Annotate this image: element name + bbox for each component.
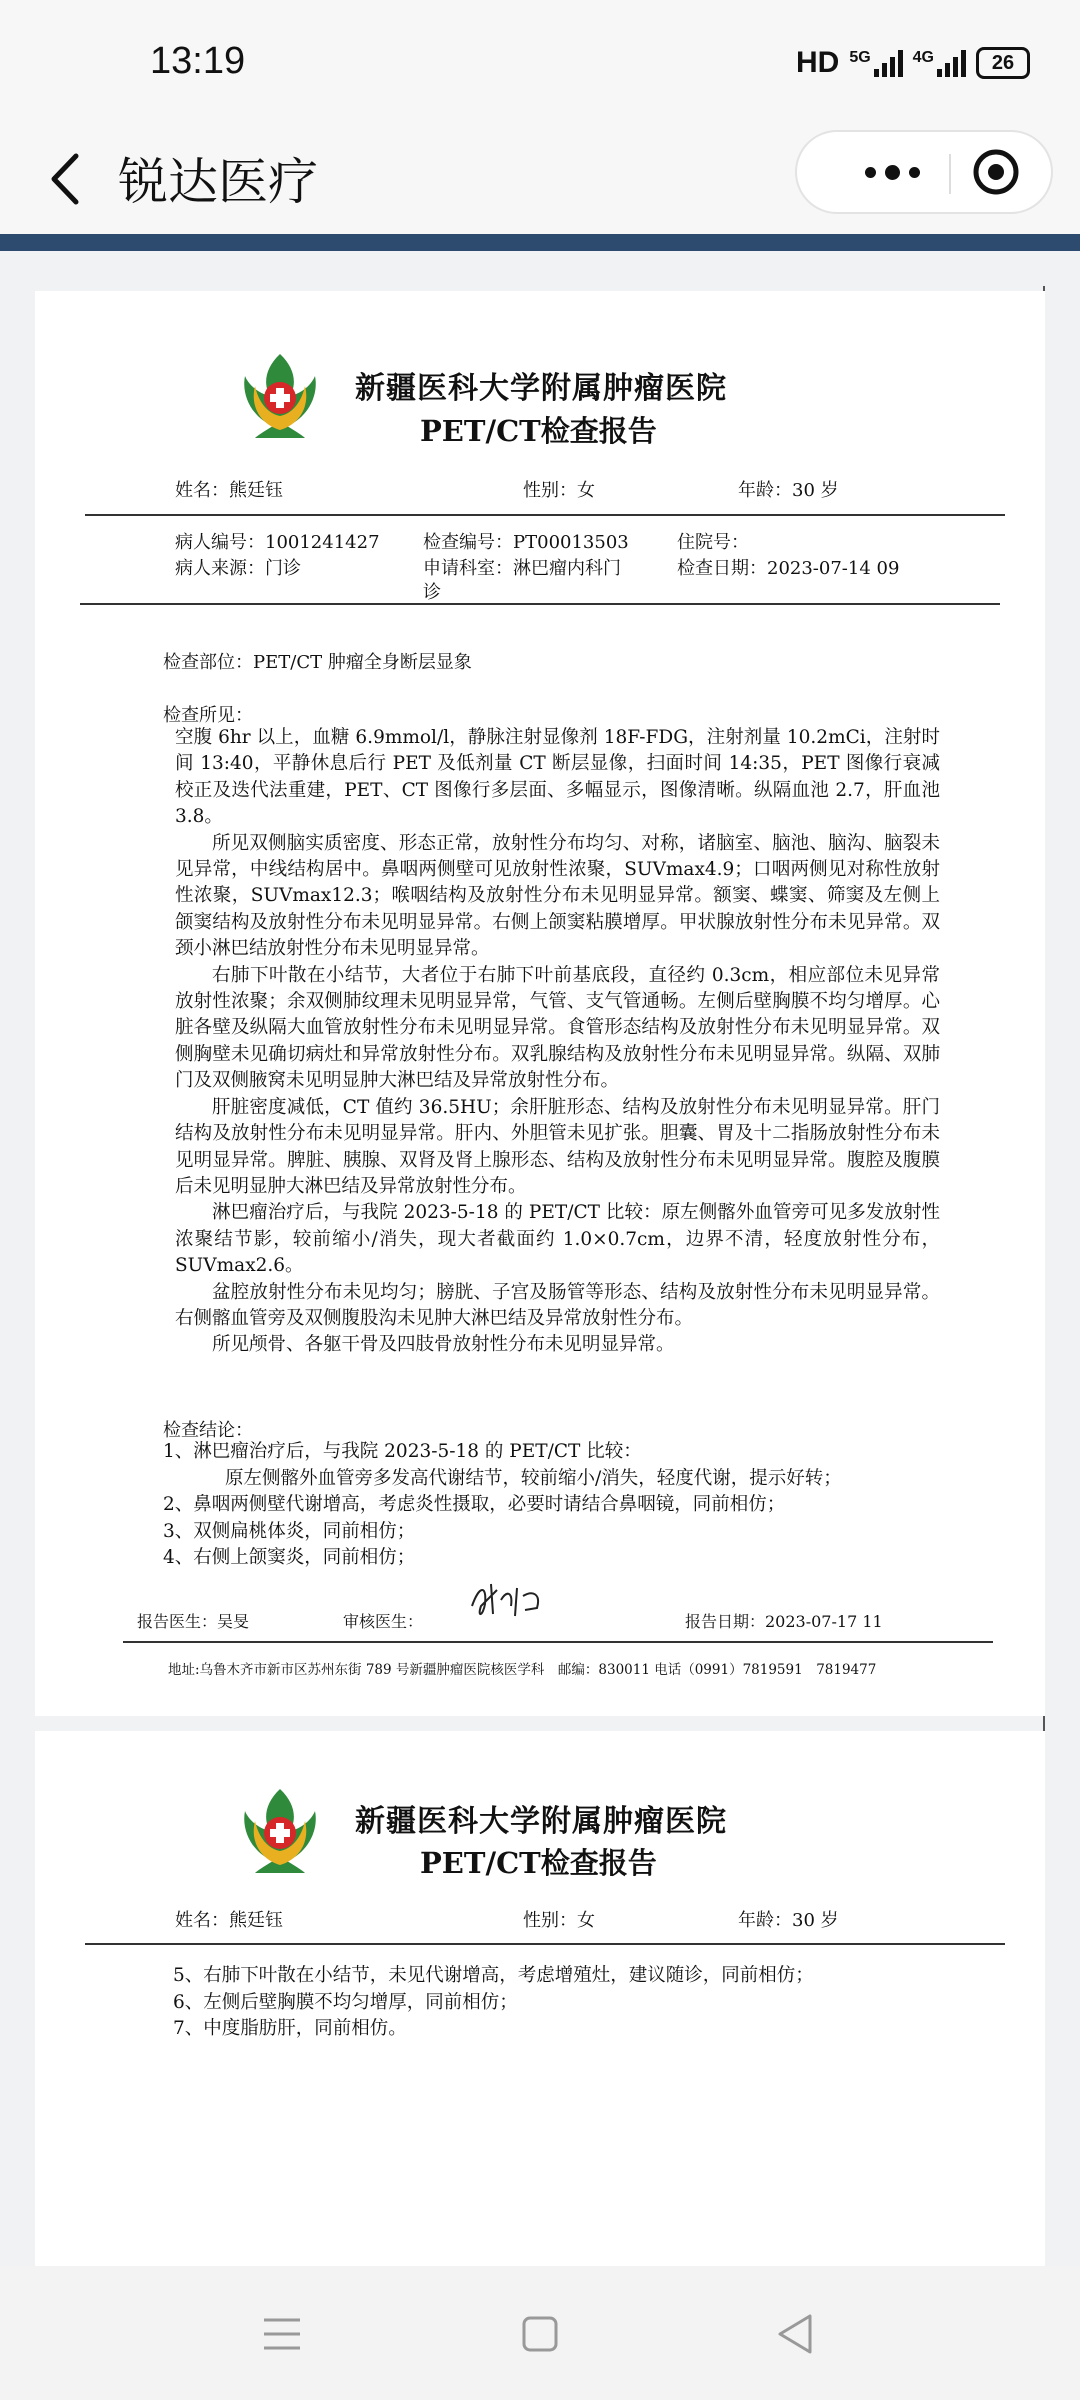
patient-name: 姓名：熊廷钰 [175, 480, 283, 501]
report-page-1 [35, 291, 1045, 1716]
hospital-logo-icon [235, 346, 325, 441]
header-band [0, 234, 1080, 251]
status-icons [796, 46, 1030, 80]
divider-line [123, 1641, 993, 1643]
signature-image [467, 1576, 547, 1626]
conclusion-item: 5、右肺下叶散在小结节，未见代谢增高，考虑增殖灶，建议随诊，同前相仿； [173, 1965, 814, 1986]
hospital-name: 新疆医科大学附属肿瘤医院 [355, 371, 727, 406]
status-bar [0, 0, 1080, 130]
hd-badge: HD [795, 46, 840, 79]
patient-sex: 性别：女 [523, 480, 595, 501]
conclusion-item: 4、右侧上颌窦炎，同前相仿； [163, 1547, 416, 1568]
conclusion-item: 6、左侧后壁胸膜不均匀增厚，同前相仿； [173, 1991, 518, 2013]
report-doctor: 报告医生：吴旻 [137, 1612, 250, 1631]
conclusion-item: 7、中度脂肪肝，同前相仿。 [173, 2018, 407, 2039]
exam-id: 检查编号：PT00013503 [423, 532, 629, 553]
inpatient-no: 住院号： [677, 532, 749, 553]
patient-name: 姓名：熊廷钰 [175, 1910, 283, 1931]
hospital-logo-icon [235, 1781, 325, 1876]
report-date: 报告日期：2023-07-17 11 [685, 1612, 883, 1631]
finding-paragraph: 右肺下叶散在小结节，大者位于右肺下叶前基底段，直径约 0.3cm，相应部位未见异常放射性浓聚；余双侧肺纹理未见明显异常，气管、支气管通畅。左侧后壁胸膜不均匀增厚。心脏各壁及纵隔大血管放射性分布未见明显异常。食管形态结构及放射性分布未见明显异常。双侧胸壁未见确切病灶和异常放射性分布。双乳腺结构及放射性分布未见明显异常。纵隔、双肺门及双侧腋窝未见明显肿大淋巴结及异常放射性分布。 [175, 964, 940, 1092]
signal-5g-icon: 5G [849, 49, 902, 77]
conclusion-list-cont [173, 1963, 814, 2043]
finding-paragraph: 肝脏密度减低，CT 值约 36.5HU；余肝脏形态、结构及放射性分布未见明显异常。肝门结构及放射性分布未见明显异常。肝内、外胆管未见扩张。胆囊、胃及十二指肠放射性分布未见明显异常。脾脏、胰腺、双肾及肾上腺形态、结构及放射性分布未见明显异常。腹腔及腹膜后未见明显肿大淋巴结及异常放射性分布。 [175, 1096, 940, 1197]
home-square-icon[interactable] [516, 2310, 564, 2358]
menu-icon[interactable] [258, 2310, 306, 2358]
request-dept-cont: 诊 [423, 582, 441, 603]
finding-paragraph: 空腹 6hr 以上，血糖 6.9mmol/l，静脉注射显像剂 18F-FDG，注射剂量 10.2mCi，注射时间 13:40，平静休息后行 PET 及低剂量 CT 断层显像，扫面时间 14:35，PET 图像行衰减校正及迭代法重建，PET、CT 图像行多层面、多幅显示，图像清晰。纵隔血池 2.7，肝血池 3.8。 [175, 727, 940, 828]
document-viewer[interactable] [0, 251, 1080, 2266]
system-nav-bar [0, 2266, 1080, 2400]
exam-date: 检查日期：2023-07-14 09 [677, 558, 900, 579]
report-title: PET/CT检查报告 [420, 1846, 657, 1880]
patient-age: 年龄：30 岁 [738, 1910, 839, 1931]
clock: 13:19 [150, 40, 246, 82]
capsule-divider [949, 154, 951, 194]
review-doctor: 审核医生： [343, 1612, 424, 1631]
page-title: 锐达医疗 [118, 153, 318, 211]
hospital-address: 地址:乌鲁木齐市新市区苏州东街 789 号新疆肿瘤医院核医学科 邮编：830011 电话（0991）7819591 7819477 [168, 1662, 877, 1678]
conclusion-item: 原左侧髂外血管旁多发高代谢结节，较前缩小/消失，轻度代谢，提示好转； [225, 1467, 842, 1489]
divider-line [85, 1943, 1005, 1945]
conclusion-label: 检查结论： [163, 1420, 253, 1441]
conclusion-list [163, 1439, 842, 1572]
patient-age: 年龄：30 岁 [738, 480, 839, 501]
findings-label: 检查所见： [163, 705, 253, 726]
nav-bar [0, 130, 1080, 234]
finding-paragraph: 淋巴瘤治疗后，与我院 2023-5-18 的 PET/CT 比较：原左侧髂外血管旁可见多发放射性浓聚结节影，较前缩小/消失，现大者截面约 1.0×0.7cm，边界不清，轻度放射性分布，SUVmax2.6。 [175, 1202, 940, 1277]
battery-icon: 26 [976, 47, 1030, 79]
request-dept: 申请科室：淋巴瘤内科门 [423, 558, 621, 579]
finding-paragraph: 所见颅骨、各躯干骨及四肢骨放射性分布未见明显异常。 [212, 1334, 675, 1356]
patient-id: 病人编号：1001241427 [175, 532, 380, 553]
more-dots-icon[interactable] [837, 132, 947, 212]
divider-line [85, 514, 1005, 516]
divider-line [80, 603, 1000, 605]
exam-part: 检查部位：PET/CT 肿瘤全身断层显象 [163, 652, 472, 673]
back-triangle-icon[interactable] [772, 2310, 820, 2358]
hospital-name: 新疆医科大学附属肿瘤医院 [355, 1804, 727, 1839]
conclusion-item: 1、淋巴瘤治疗后，与我院 2023-5-18 的 PET/CT 比较： [163, 1441, 642, 1462]
patient-source: 病人来源：门诊 [175, 558, 301, 579]
finding-paragraph: 所见双侧脑实质密度、形态正常，放射性分布均匀、对称，诸脑室、脑池、脑沟、脑裂未见异常，中线结构居中。鼻咽两侧壁可见放射性浓聚，SUVmax4.9；口咽两侧见对称性放射性浓聚，SUVmax12.3；喉咽结构及放射性分布未见明显异常。额窦、蝶窦、筛窦及左侧上颌窦结构及放射性分布未见明显异常。右侧上颌窦粘膜增厚。甲状腺放射性分布未见异常。双颈小淋巴结放射性分布未见明显异常。 [175, 832, 940, 960]
finding-paragraph: 盆腔放射性分布未见均匀；膀胱、子宫及肠管等形态、结构及放射性分布未见明显异常。右侧髂血管旁及双侧腹股沟未见肿大淋巴结及异常放射性分布。 [175, 1281, 940, 1329]
back-icon[interactable] [40, 144, 100, 214]
patient-sex: 性别：女 [523, 1910, 595, 1931]
report-title: PET/CT检查报告 [420, 414, 657, 448]
findings-text [175, 725, 940, 1359]
conclusion-item: 2、鼻咽两侧壁代谢增高，考虑炎性摄取，必要时请结合鼻咽镜，同前相仿； [163, 1494, 786, 1515]
conclusion-item: 3、双侧扁桃体炎，同前相仿； [163, 1520, 416, 1542]
target-icon[interactable] [972, 148, 1020, 196]
report-page-2 [35, 1731, 1045, 2281]
capsule-menu [795, 130, 1053, 214]
signal-4g-icon: 4G [913, 49, 966, 77]
